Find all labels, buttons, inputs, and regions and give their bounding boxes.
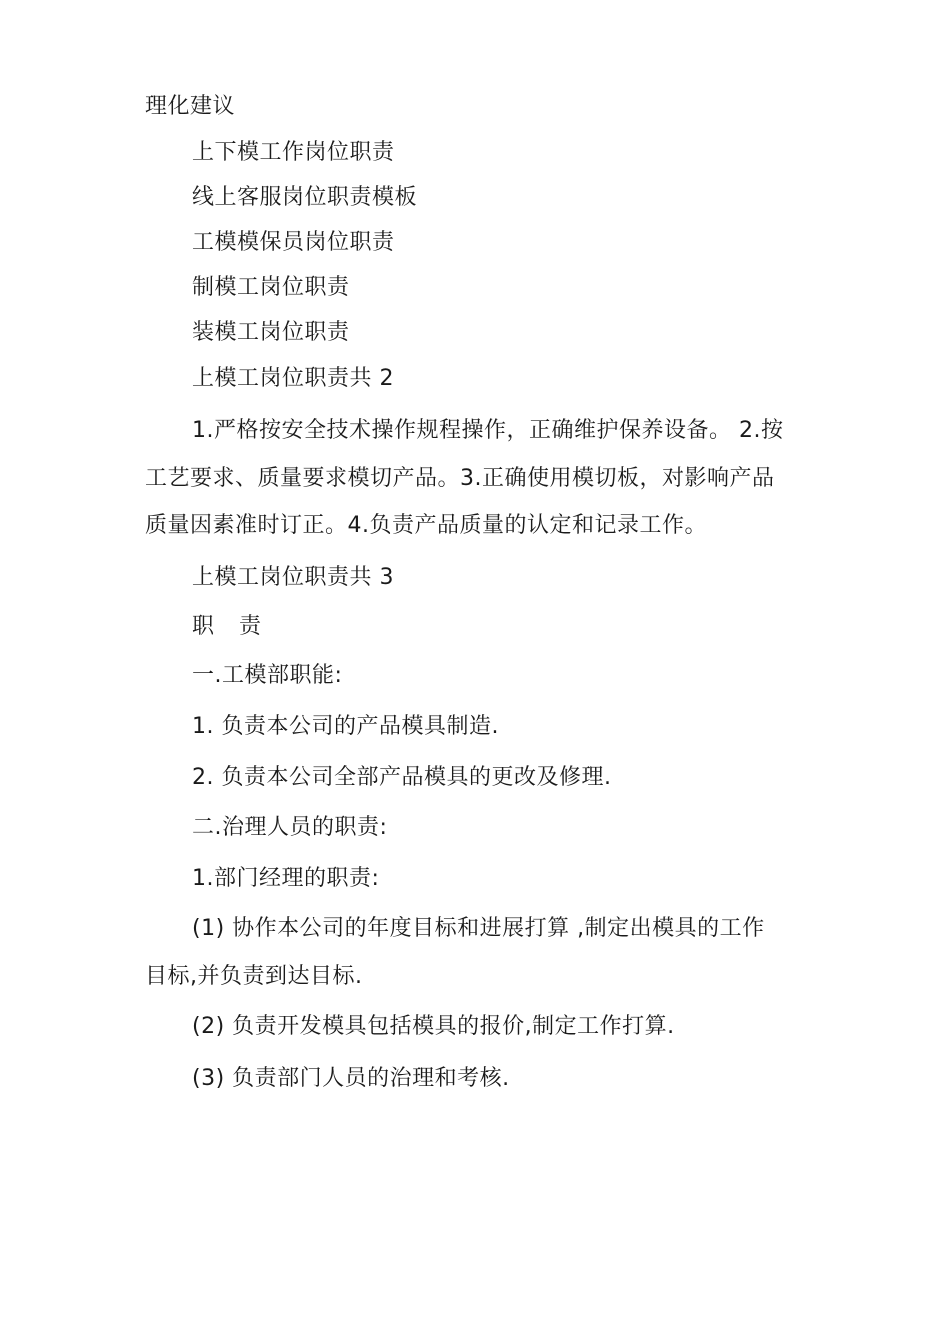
text-line: 装模工岗位职责 bbox=[192, 320, 350, 345]
text-line: (2) 负责开发模具包括模具的报价,制定工作打算. bbox=[192, 1014, 675, 1039]
text-line: 1.部门经理的职责: bbox=[192, 866, 380, 891]
text-line: 上模工岗位职责共 3 bbox=[192, 565, 394, 590]
text-line: 理化建议 bbox=[145, 94, 236, 119]
text-line: 2. 负责本公司全部产品模具的更改及修理. bbox=[192, 765, 612, 790]
paragraph-line: 质量因素准时订正。4.负责产品质量的认定和记录工作。 bbox=[145, 513, 707, 538]
text-line: 线上客服岗位职责模板 bbox=[192, 185, 418, 210]
paragraph-line: 目标,并负责到达目标. bbox=[145, 964, 363, 989]
text-line: (3) 负责部门人员的治理和考核. bbox=[192, 1066, 510, 1091]
text-line: 工模模保员岗位职责 bbox=[192, 230, 395, 255]
text-line: 一.工模部职能: bbox=[192, 663, 343, 688]
text-line: 制模工岗位职责 bbox=[192, 275, 350, 300]
text-line: 上下模工作岗位职责 bbox=[192, 140, 395, 165]
paragraph-line: 工艺要求、质量要求模切产品。3.正确使用模切板，对影响产品 bbox=[145, 466, 775, 491]
paragraph-line: 1.严格按安全技术操作规程操作，正确维护保养设备。 2.按 bbox=[192, 418, 784, 443]
text-line: 二.治理人员的职责: bbox=[192, 815, 388, 840]
text-line: 1. 负责本公司的产品模具制造. bbox=[192, 714, 499, 739]
paragraph-line: (1) 协作本公司的年度目标和进展打算 ,制定出模具的工作 bbox=[192, 916, 765, 941]
text-line: 上模工岗位职责共 2 bbox=[192, 366, 394, 391]
section-heading: 职 责 bbox=[192, 614, 270, 639]
